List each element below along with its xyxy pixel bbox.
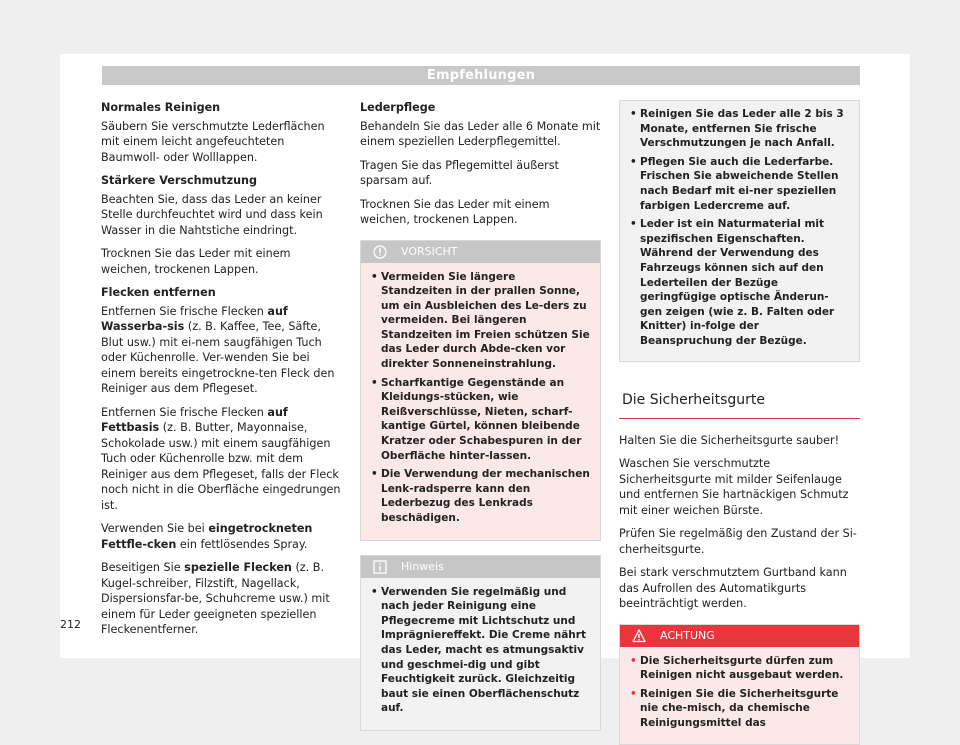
paragraph: Trocknen Sie das Leder mit einem weichen, trockenen Lappen. xyxy=(360,197,601,228)
list-item: • Reinigen Sie das Leder alle 2 bis 3 Monate, entfernen Sie frische Verschmutzungen je nach Anfall. xyxy=(630,107,849,151)
list-item: • Die Verwendung der mechanischen Lenk-radsperre kann den Lederbezug des Lenkrads beschädigen. xyxy=(371,467,590,525)
paragraph: Bei stark verschmutztem Gurtband kann das Aufrollen des Automatikgurts beeinträchtigt werden. xyxy=(619,565,860,612)
paragraph: Beseitigen Sie spezielle Flecken (z. B. Kugel-schreiber, Filzstift, Nagellack, Dispersionsfar-be, Schuhcreme usw.) mit einem für Leder geeigneten speziellen Fleckenentferner. xyxy=(101,560,342,638)
section-title-seatbelts: Die Sicherheitsgurte xyxy=(619,390,860,419)
note-header xyxy=(361,556,600,578)
heading-heavy-soiling: Stärkere Verschmutzung xyxy=(101,173,342,189)
list-item: • Reinigen Sie die Sicherheitsgurte nie che-misch, da chemische Reinigungsmittel das xyxy=(630,687,849,731)
page-number: 212 xyxy=(60,618,81,631)
paragraph: Behandeln Sie das Leder alle 6 Monate mit einem speziellen Lederpflegemittel. xyxy=(360,119,601,150)
paragraph: Säubern Sie verschmutzte Lederflächen mit einem leicht angefeuchteten Baumwoll- oder Wolllappen. xyxy=(101,119,342,166)
heading-stain-removal: Flecken entfernen xyxy=(101,285,342,301)
paragraph: Entfernen Sie frische Flecken auf Fettbasis (z. B. Butter, Mayonnaise, Schokolade usw.) mit einem saugfähigen Tuch oder Küchenrolle bzw. mit dem Reiniger aus dem Pflegeset, falls der Fleck noch nicht in die Oberfläche eingedrungen ist. xyxy=(101,405,342,514)
paragraph: Halten Sie die Sicherheitsgurte sauber! xyxy=(619,433,860,449)
warning-triangle-icon xyxy=(632,629,646,643)
caution-header xyxy=(361,241,600,263)
list-item: • Leder ist ein Naturmaterial mit spezifischen Eigenschaften. Während der Verwendung des Fahrzeugs können sich auf den Lederteilen der Bezüge geringfügige optische Änderun-gen zeigen (wie z. B. Falten oder Knitter) in-folge der Beanspruchung der Bezüge. xyxy=(630,217,849,348)
warning-body xyxy=(620,647,859,745)
list-item: • Vermeiden Sie längere Standzeiten in der prallen Sonne, um ein Ausbleichen des Le-ders zu vermeiden. Bei längeren Standzeiten im Freien schützen Sie das Leder durch Abde-cken vor direkter Sonneneinstrahlung. xyxy=(371,270,590,372)
warning-header xyxy=(620,625,859,647)
caution-body xyxy=(361,263,600,540)
note-label: Hinweis xyxy=(401,560,444,573)
paragraph: Entfernen Sie frische Flecken auf Wasserba-sis (z. B. Kaffee, Tee, Säfte, Blut usw.) mit ei-nem saugfähigen Tuch oder Küchenrolle. Ver-wenden Sie bei einem bereits eingetrockne-ten Fleck den Reiniger aus dem Pflegeset. xyxy=(101,304,342,397)
tips-box xyxy=(619,100,860,362)
list-item: • Pflegen Sie auch die Lederfarbe. Frischen Sie abweichende Stellen nach Bedarf mit ei-ner speziellen farbigen Ledercreme auf. xyxy=(630,155,849,213)
warning-box xyxy=(619,624,860,745)
note-box xyxy=(360,555,601,731)
list-item: • Die Sicherheitsgurte dürfen zum Reinigen nicht ausgebaut werden. xyxy=(630,654,849,683)
column-left xyxy=(101,100,342,646)
paragraph: Beachten Sie, dass das Leder an keiner Stelle durchfeuchtet wird und dass kein Wasser in die Nahtstiche eindringt. xyxy=(101,192,342,239)
caution-label: VORSICHT xyxy=(401,245,458,258)
paragraph: Verwenden Sie bei eingetrockneten Fettfle-cken ein fettlösendes Spray. xyxy=(101,521,342,552)
paragraph: Trocknen Sie das Leder mit einem weichen, trockenen Lappen. xyxy=(101,246,342,277)
note-body xyxy=(361,578,600,730)
warning-label: ACHTUNG xyxy=(660,629,715,642)
list-item: • Verwenden Sie regelmäßig und nach jeder Reinigung eine Pflegecreme mit Lichtschutz und Imprägniereffekt. Die Creme nährt das Leder, macht es atmungsaktiv und geschmei-dig und gibt Feuchtigkeit zurück. Gleichzeitig baut sie einen Oberflächenschutz auf. xyxy=(371,585,590,716)
heading-normal-cleaning: Normales Reinigen xyxy=(101,100,342,116)
caution-box xyxy=(360,240,601,541)
paragraph: Waschen Sie verschmutzte Sicherheitsgurte mit milder Seifenlauge und entfernen Sie hartnäckigen Schmutz mit einer weichen Bürste. xyxy=(619,456,860,518)
info-icon xyxy=(373,560,387,574)
caution-icon xyxy=(373,245,387,259)
column-middle xyxy=(360,100,601,731)
list-item: • Scharfkantige Gegenstände an Kleidungs-stücken, wie Reißverschlüsse, Nieten, scharf-kantige Gürtel, können bleibende Kratzer oder Schabespuren in der Oberfläche hinter-lassen. xyxy=(371,376,590,464)
paragraph: Prüfen Sie regelmäßig den Zustand der Si-cherheitsgurte. xyxy=(619,526,860,557)
heading-leather-care: Lederpflege xyxy=(360,100,601,116)
section-header: Empfehlungen xyxy=(102,66,860,85)
paragraph: Tragen Sie das Pflegemittel äußerst sparsam auf. xyxy=(360,158,601,189)
column-right xyxy=(619,100,860,745)
